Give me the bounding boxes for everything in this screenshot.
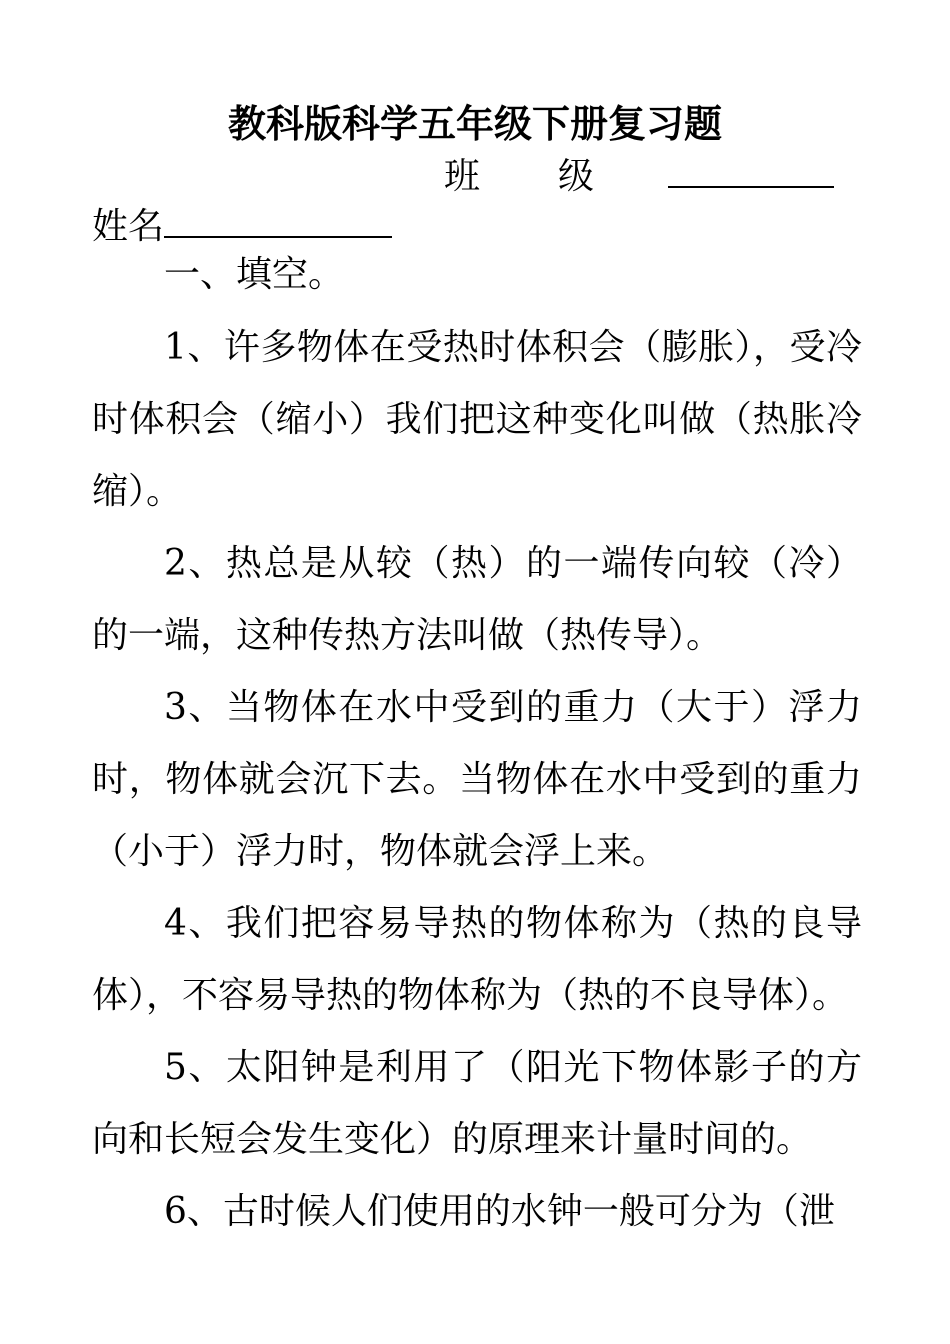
class-field bbox=[444, 148, 834, 201]
section-heading: 一、填空。 bbox=[164, 254, 345, 295]
question-2: 2、热总是从较（热）的一端传向较（冷）的一端，这种传热方法叫做（热传导）。 bbox=[92, 543, 862, 656]
class-blank[interactable] bbox=[668, 148, 834, 188]
question-6: 6、古时候人们使用的水钟一般可分为（泄 bbox=[164, 1191, 835, 1232]
name-label: 姓名 bbox=[92, 206, 165, 247]
question-list bbox=[92, 312, 862, 1248]
question-3: 3、当物体在水中受到的重力（大于）浮力时，物体就会沉下去。当物体在水中受到的重力（小于）浮力时，物体就会浮上来。 bbox=[92, 687, 862, 872]
name-blank[interactable] bbox=[164, 198, 392, 238]
class-label-1: 班 bbox=[444, 156, 481, 197]
class-label-2: 级 bbox=[558, 156, 595, 197]
question-4: 4、我们把容易导热的物体称为（热的良导体），不容易导热的物体称为（热的不良导体）。 bbox=[92, 903, 862, 1016]
question-5: 5、太阳钟是利用了（阳光下物体影子的方向和长短会发生变化）的原理来计量时间的。 bbox=[92, 1047, 862, 1160]
question-1: 1、许多物体在受热时体积会（膨胀），受冷时体积会（缩小）我们把这种变化叫做（热胀冷缩）。 bbox=[92, 327, 862, 512]
name-field bbox=[92, 198, 392, 252]
document-title: 教科版科学五年级下册复习题 bbox=[227, 101, 722, 146]
